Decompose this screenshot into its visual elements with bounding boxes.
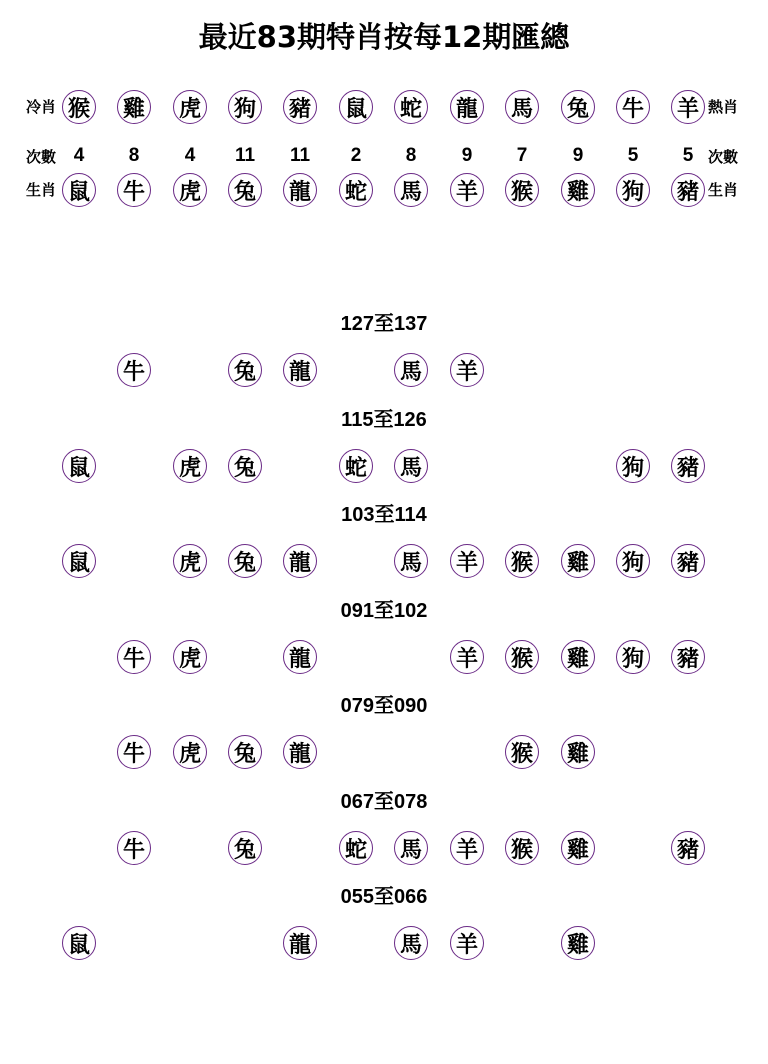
zodiac-badge: 牛 bbox=[117, 173, 151, 207]
zodiac-badge: 龍 bbox=[283, 173, 317, 207]
count-value: 2 bbox=[350, 145, 362, 166]
count-value: 4 bbox=[73, 145, 85, 166]
zodiac-badge: 雞 bbox=[561, 173, 595, 207]
range-zodiac-badge: 鼠 bbox=[62, 449, 96, 483]
range-row bbox=[0, 831, 768, 871]
range-zodiac-badge: 羊 bbox=[450, 831, 484, 865]
range-zodiac-badge: 蛇 bbox=[339, 831, 373, 865]
hot-label: 熱肖 bbox=[708, 98, 739, 116]
zodiac-badge: 虎 bbox=[173, 173, 207, 207]
range-zodiac-badge: 馬 bbox=[394, 831, 428, 865]
range-zodiac-badge: 雞 bbox=[561, 831, 595, 865]
range-zodiac-badge: 兔 bbox=[228, 449, 262, 483]
count-value: 11 bbox=[289, 145, 311, 166]
zodiac-badge: 狗 bbox=[616, 173, 650, 207]
range-zodiac-badge: 羊 bbox=[450, 544, 484, 578]
cold-hot-zodiac-badge: 猴 bbox=[62, 90, 96, 124]
count-value: 8 bbox=[128, 145, 140, 166]
range-row bbox=[0, 735, 768, 775]
range-zodiac-badge: 兔 bbox=[228, 735, 262, 769]
zodiac-row bbox=[0, 171, 768, 211]
cold-hot-zodiac-badge: 鼠 bbox=[339, 90, 373, 124]
cold-hot-row bbox=[0, 88, 768, 128]
range-zodiac-badge: 龍 bbox=[283, 735, 317, 769]
range-zodiac-badge: 虎 bbox=[173, 735, 207, 769]
range-zodiac-badge: 雞 bbox=[561, 640, 595, 674]
range-label: 055至066 bbox=[340, 886, 428, 908]
count-value: 5 bbox=[682, 145, 694, 166]
cold-hot-zodiac-badge: 馬 bbox=[505, 90, 539, 124]
range-zodiac-badge: 猴 bbox=[505, 640, 539, 674]
range-row bbox=[0, 640, 768, 680]
range-zodiac-badge: 龍 bbox=[283, 353, 317, 387]
range-zodiac-badge: 牛 bbox=[117, 353, 151, 387]
range-zodiac-badge: 豬 bbox=[671, 640, 705, 674]
range-zodiac-badge: 猴 bbox=[505, 831, 539, 865]
count-value: 9 bbox=[572, 145, 584, 166]
zodiac-label-left: 生肖 bbox=[26, 181, 57, 199]
cold-hot-zodiac-badge: 虎 bbox=[173, 90, 207, 124]
range-zodiac-badge: 狗 bbox=[616, 544, 650, 578]
cold-hot-zodiac-badge: 龍 bbox=[450, 90, 484, 124]
range-zodiac-badge: 雞 bbox=[561, 544, 595, 578]
range-zodiac-badge: 馬 bbox=[394, 449, 428, 483]
cold-hot-zodiac-badge: 雞 bbox=[117, 90, 151, 124]
range-zodiac-badge: 豬 bbox=[671, 544, 705, 578]
range-zodiac-badge: 兔 bbox=[228, 544, 262, 578]
range-zodiac-badge: 兔 bbox=[228, 831, 262, 865]
range-zodiac-badge: 豬 bbox=[671, 831, 705, 865]
count-value: 5 bbox=[627, 145, 639, 166]
range-label: 079至090 bbox=[340, 695, 428, 717]
count-label-right: 次數 bbox=[708, 148, 739, 166]
range-label: 127至137 bbox=[340, 313, 428, 335]
range-zodiac-badge: 羊 bbox=[450, 926, 484, 960]
cold-hot-zodiac-badge: 蛇 bbox=[394, 90, 428, 124]
zodiac-badge: 兔 bbox=[228, 173, 262, 207]
page-title: 最近83期特肖按每12期匯總 bbox=[198, 20, 570, 54]
range-zodiac-badge: 豬 bbox=[671, 449, 705, 483]
zodiac-badge: 鼠 bbox=[62, 173, 96, 207]
count-value: 7 bbox=[516, 145, 528, 166]
range-zodiac-badge: 馬 bbox=[394, 353, 428, 387]
range-zodiac-badge: 雞 bbox=[561, 735, 595, 769]
zodiac-badge: 蛇 bbox=[339, 173, 373, 207]
range-label: 115至126 bbox=[341, 409, 427, 431]
cold-hot-zodiac-badge: 狗 bbox=[228, 90, 262, 124]
count-label-left: 次數 bbox=[26, 148, 57, 166]
range-zodiac-badge: 猴 bbox=[505, 544, 539, 578]
range-zodiac-badge: 牛 bbox=[117, 735, 151, 769]
range-zodiac-badge: 狗 bbox=[616, 640, 650, 674]
range-zodiac-badge: 狗 bbox=[616, 449, 650, 483]
range-label: 103至114 bbox=[341, 504, 427, 526]
range-row bbox=[0, 544, 768, 584]
range-zodiac-badge: 猴 bbox=[505, 735, 539, 769]
range-zodiac-badge: 虎 bbox=[173, 544, 207, 578]
zodiac-badge: 羊 bbox=[450, 173, 484, 207]
range-zodiac-badge: 羊 bbox=[450, 353, 484, 387]
range-zodiac-badge: 鼠 bbox=[62, 926, 96, 960]
cold-hot-zodiac-badge: 牛 bbox=[616, 90, 650, 124]
zodiac-label-right: 生肖 bbox=[708, 181, 739, 199]
range-zodiac-badge: 龍 bbox=[283, 640, 317, 674]
range-row bbox=[0, 449, 768, 489]
count-value: 8 bbox=[405, 145, 417, 166]
range-row bbox=[0, 926, 768, 966]
range-zodiac-badge: 馬 bbox=[394, 926, 428, 960]
range-zodiac-badge: 馬 bbox=[394, 544, 428, 578]
range-zodiac-badge: 牛 bbox=[117, 640, 151, 674]
cold-hot-zodiac-badge: 兔 bbox=[561, 90, 595, 124]
range-zodiac-badge: 虎 bbox=[173, 640, 207, 674]
range-label: 067至078 bbox=[340, 791, 428, 813]
range-zodiac-badge: 蛇 bbox=[339, 449, 373, 483]
count-value: 4 bbox=[184, 145, 196, 166]
range-zodiac-badge: 虎 bbox=[173, 449, 207, 483]
cold-hot-zodiac-badge: 豬 bbox=[283, 90, 317, 124]
range-zodiac-badge: 兔 bbox=[228, 353, 262, 387]
range-zodiac-badge: 龍 bbox=[283, 544, 317, 578]
count-value: 11 bbox=[234, 145, 256, 166]
range-zodiac-badge: 龍 bbox=[283, 926, 317, 960]
range-label: 091至102 bbox=[340, 600, 428, 622]
range-zodiac-badge: 牛 bbox=[117, 831, 151, 865]
range-zodiac-badge: 鼠 bbox=[62, 544, 96, 578]
cold-label: 冷肖 bbox=[26, 98, 57, 116]
range-zodiac-badge: 羊 bbox=[450, 640, 484, 674]
cold-hot-zodiac-badge: 羊 bbox=[671, 90, 705, 124]
range-zodiac-badge: 雞 bbox=[561, 926, 595, 960]
zodiac-badge: 猴 bbox=[505, 173, 539, 207]
count-value: 9 bbox=[461, 145, 473, 166]
range-row bbox=[0, 353, 768, 393]
zodiac-badge: 豬 bbox=[671, 173, 705, 207]
zodiac-badge: 馬 bbox=[394, 173, 428, 207]
